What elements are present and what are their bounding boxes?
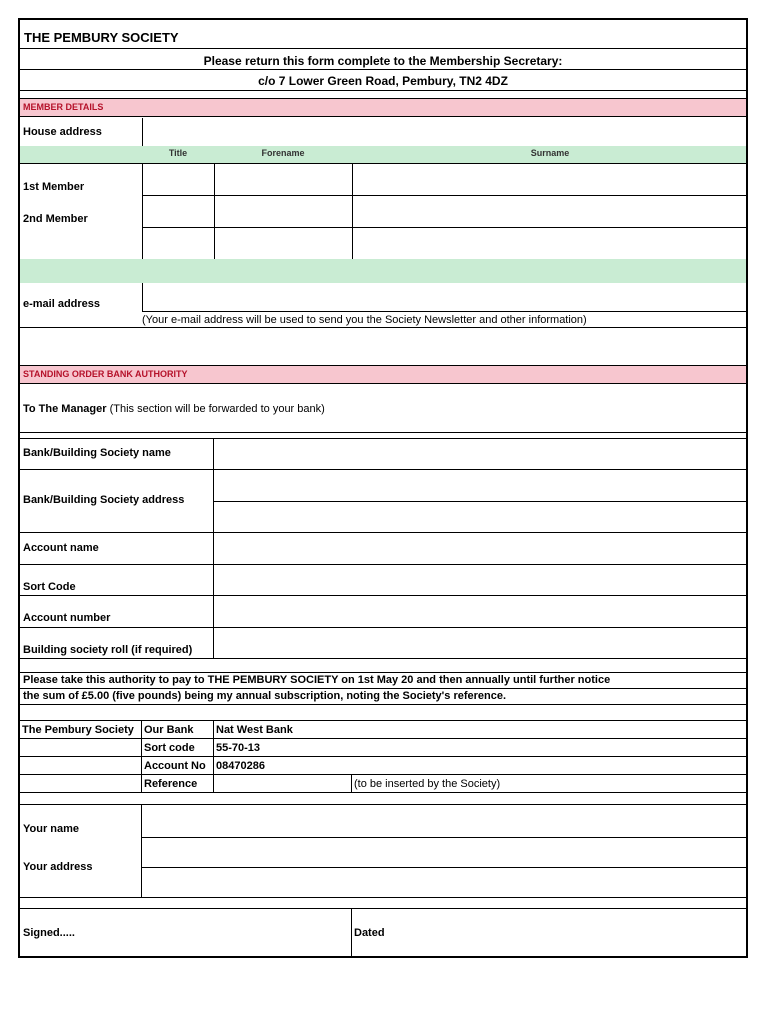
roll-label: Building society roll (if required) [23,644,193,656]
house-address-label: House address [23,126,102,138]
account-name-label: Account name [23,542,99,554]
our-bank-value: Nat West Bank [216,724,293,736]
member1-surname-input[interactable] [353,164,746,195]
house-address-input[interactable] [142,118,746,146]
date-input[interactable] [390,909,746,958]
bank-address-line2-input[interactable] [214,502,746,532]
member-details-title: MEMBER DETAILS [23,102,104,112]
society-sort-code-label: Sort code [144,742,195,754]
standing-order-header [20,365,746,384]
member-details-header [20,98,746,117]
payee-name: The Pembury Society [22,724,134,736]
member2-surname-input[interactable] [353,196,746,227]
bank-address-line1-input[interactable] [214,470,746,501]
return-address: c/o 7 Lower Green Road, Pembury, TN2 4DZ [258,74,508,88]
form-title: THE PEMBURY SOCIETY [24,30,179,45]
bank-address-label: Bank/Building Society address [23,494,185,506]
reference-label: Reference [144,778,198,790]
your-name-input[interactable] [142,805,746,837]
account-name-input[interactable] [214,533,746,564]
member2-title-input[interactable] [143,196,214,227]
member1-forename-input[interactable] [215,164,352,195]
roll-number-input[interactable] [214,628,746,658]
manager-line [23,402,325,416]
society-sort-code-value: 55-70-13 [216,742,261,754]
member1-title-input[interactable] [143,164,214,195]
green-spacer-band [20,259,746,283]
sort-code-label: Sort Code [23,581,76,593]
membership-form [18,18,748,958]
member3-title-input[interactable] [143,228,214,259]
standing-order-title: STANDING ORDER BANK AUTHORITY [23,369,188,379]
society-account-no-label: Account No [144,760,206,772]
member2-forename-input[interactable] [215,196,352,227]
return-instruction: Please return this form complete to the Membership Secretary: [203,54,563,68]
your-address-label: Your address [23,861,93,873]
signed-label: Signed..... [23,927,75,939]
our-bank-label: Our Bank [144,724,194,736]
name-columns-header [20,146,746,163]
member1-label: 1st Member [23,181,85,193]
member3-surname-input[interactable] [353,228,746,259]
dated-label: Dated [354,927,385,939]
society-account-no-value: 08470286 [216,760,265,772]
account-number-label: Account number [23,612,111,624]
your-address-line1-input[interactable] [142,838,746,867]
manager-label: To The Manager [23,403,107,415]
bank-name-label: Bank/Building Society name [23,447,171,459]
authority-line-1: Please take this authority to pay to THE PEMBURY SOCIETY on 1st May 20 and then annually until further notice [23,674,611,686]
email-input[interactable] [142,283,746,312]
manager-note: (This section will be forwarded to your bank) [109,403,325,415]
email-label: e-mail address [23,298,101,310]
signature-input[interactable] [80,909,350,958]
sort-code-input[interactable] [214,565,746,595]
email-note: (Your e-mail address will be used to send you the Society Newsletter and other information) [142,314,587,326]
bank-name-input[interactable] [214,439,746,469]
col-title-label: Title [168,148,188,158]
your-address-line2-input[interactable] [142,868,746,897]
account-number-input[interactable] [214,596,746,627]
col-forename-label: Forename [261,148,305,158]
col-surname-label: Surname [530,148,570,158]
member2-label: 2nd Member [23,213,88,225]
member3-forename-input[interactable] [215,228,352,259]
authority-line-2: the sum of £5.00 (five pounds) being my annual subscription, noting the Society's reference. [23,690,507,702]
your-name-label: Your name [23,823,80,835]
reference-note: (to be inserted by the Society) [354,778,501,790]
reference-input[interactable] [214,775,351,792]
